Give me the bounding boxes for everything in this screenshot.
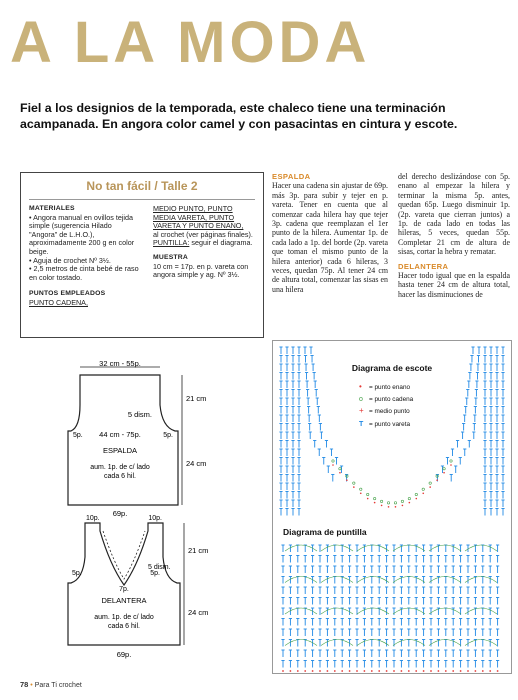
fan-arc bbox=[321, 577, 353, 583]
base-stitch bbox=[489, 670, 491, 672]
cadena-stitch bbox=[443, 468, 445, 470]
punto-item: MEDIO PUNTO, PUNTO MEDIA VARETA, PUNTO VARETA Y PUNTO ENANO, bbox=[153, 204, 244, 231]
enano-stitch bbox=[381, 505, 383, 507]
enano-stitch bbox=[339, 472, 341, 474]
fan-arc bbox=[321, 640, 353, 646]
cadena-stitch bbox=[429, 482, 431, 484]
page-subtitle: Fiel a los designios de la temporada, este chaleco tiene una terminación acampanada. En angora color camel y con pasacintas en cintura y escote. bbox=[20, 101, 458, 131]
base-stitch bbox=[371, 670, 373, 672]
front-decreases: 5 dism. bbox=[148, 564, 171, 571]
base-stitch bbox=[341, 670, 343, 672]
cadena-stitch bbox=[353, 482, 355, 484]
back-top-width: 32 cm - 55p. bbox=[99, 359, 141, 368]
fan-arc bbox=[321, 608, 353, 614]
fan-arc bbox=[357, 640, 389, 646]
espalda-column bbox=[272, 172, 388, 294]
material-item: • 2,5 metros de cinta bebé de raso en color tostado. bbox=[29, 264, 139, 282]
base-stitch bbox=[290, 670, 292, 672]
fan-arc bbox=[357, 608, 389, 614]
base-stitch bbox=[393, 670, 395, 672]
punto-item: PUNTO CADENA, bbox=[29, 297, 88, 307]
enano-stitch bbox=[443, 472, 445, 474]
base-stitch bbox=[386, 670, 388, 672]
puntilla-label: PUNTILLA: bbox=[153, 238, 190, 248]
escote-title: Diagrama de escote bbox=[351, 363, 433, 373]
back-body-height: 24 cm bbox=[186, 459, 207, 468]
base-stitch bbox=[334, 670, 336, 672]
enano-stitch bbox=[367, 498, 369, 500]
crochet-diagram-panel bbox=[272, 340, 512, 674]
base-stitch bbox=[297, 670, 299, 672]
front-10p-left: 10p. bbox=[86, 515, 100, 522]
cadena-stitch bbox=[408, 497, 410, 499]
base-stitch bbox=[319, 670, 321, 672]
muestra-text: 10 cm = 17p. en p. vareta con angora simple y ag. Nº 3½. bbox=[153, 261, 249, 280]
fan-arc bbox=[321, 545, 353, 551]
enano-stitch bbox=[360, 492, 362, 494]
base-stitch bbox=[356, 670, 358, 672]
espalda-continued-text: del derecho deslizándose con 5p. enano al empezar la hilera y terminar la misma 5p. antes, quedan 65p. Luego disminuir 1p. (2p. vareta que cierran juntos) a 1p. de cada lado en todas las hileras, 5 veces, quedan 55p. Completar 21 cm de altura de sisas, cortar la hebra y rematar. bbox=[398, 172, 510, 257]
enano-stitch bbox=[429, 486, 431, 488]
back-decreases: 5 dism. bbox=[127, 410, 152, 419]
legend-medio-symbol: + bbox=[359, 406, 364, 415]
base-stitch bbox=[364, 670, 366, 672]
base-stitch bbox=[423, 670, 425, 672]
page-footer bbox=[20, 680, 82, 689]
enano-stitch bbox=[388, 506, 390, 508]
back-increase-note: aum. 1p. de c/ lado bbox=[90, 464, 150, 471]
enano-stitch bbox=[374, 502, 376, 504]
legend bbox=[359, 382, 414, 428]
fan-arc bbox=[429, 640, 461, 646]
crochet-diagram-svg bbox=[273, 341, 511, 673]
fan-arc bbox=[429, 577, 461, 583]
page-title: A LA MODA bbox=[10, 10, 371, 75]
materials-column bbox=[29, 205, 141, 308]
cadena-stitch bbox=[332, 460, 334, 462]
back-outline bbox=[68, 375, 178, 505]
back-sisa-height: 21 cm bbox=[186, 394, 207, 403]
front-increase-note: aum. 1p. de c/ lado bbox=[94, 614, 154, 621]
cadena-stitch bbox=[387, 502, 389, 504]
page-number: 78 bbox=[20, 680, 29, 689]
cadena-stitch bbox=[339, 468, 341, 470]
base-stitch bbox=[327, 670, 329, 672]
back-5p-left: 5p. bbox=[73, 432, 83, 439]
front-7p: 7p. bbox=[119, 586, 129, 593]
fan-arc bbox=[465, 640, 497, 646]
legend-cadena-label: = punto cadena bbox=[369, 396, 414, 403]
base-stitch bbox=[401, 670, 403, 672]
legend-vareta-symbol: T bbox=[359, 421, 364, 428]
base-stitch bbox=[378, 670, 380, 672]
back-label: ESPALDA bbox=[102, 446, 138, 455]
materials-box bbox=[20, 172, 264, 338]
cadena-stitch bbox=[380, 500, 382, 502]
fan-arc bbox=[429, 608, 461, 614]
fan-arc bbox=[465, 545, 497, 551]
base-stitch bbox=[452, 670, 454, 672]
second-column bbox=[398, 172, 510, 299]
fan-arc bbox=[429, 545, 461, 551]
fan-arc bbox=[357, 577, 389, 583]
front-body-height: 24 cm bbox=[188, 608, 209, 617]
fan-arc bbox=[357, 545, 389, 551]
punto-note: al crochet (ver páginas finales). bbox=[153, 229, 253, 239]
base-stitch bbox=[312, 670, 314, 672]
cadena-stitch bbox=[450, 460, 452, 462]
enano-stitch bbox=[353, 486, 355, 488]
enano-stitch bbox=[422, 492, 424, 494]
enano-stitch bbox=[415, 498, 417, 500]
schematic-figure bbox=[20, 345, 265, 670]
front-increase-freq: cada 6 hil. bbox=[108, 623, 140, 630]
material-item: • Aguja de crochet Nº 3½. bbox=[29, 255, 111, 265]
legend-vareta-label: = punto vareta bbox=[369, 421, 411, 428]
muestra-title: MUESTRA bbox=[153, 253, 189, 261]
front-5p-left: 5p. bbox=[72, 570, 82, 577]
cadena-stitch bbox=[367, 493, 369, 495]
puntilla-stitch-grid bbox=[281, 545, 499, 672]
front-5p-right: 5p. bbox=[150, 570, 160, 577]
base-stitch bbox=[445, 670, 447, 672]
cadena-stitch bbox=[401, 500, 403, 502]
base-stitch bbox=[349, 670, 351, 672]
base-stitch bbox=[415, 670, 417, 672]
enano-stitch bbox=[436, 479, 438, 481]
enano-stitch bbox=[402, 505, 404, 507]
puntilla-text: seguir el diagrama. bbox=[191, 238, 253, 248]
legend-enano-label: = punto enano bbox=[369, 384, 411, 391]
espalda-text: Hacer una cadena sin ajustar de 69p. más 3p. para subir y tejer en p. vareta. Tener en cuenta que al comenzar cada hilera hay que tejer 3p. cadena que reemplazan el 1er punto de la hilera. Aumentar 1p. de cada lado a 1p. del borde (2p. vareta que toman el mismo punto de la hilera anterior) cada 6 hileras, 3 veces, quedan 75p. Al tener 24 cm de altura total, comenzar las sisas en una hilera bbox=[272, 181, 388, 294]
base-stitch bbox=[304, 670, 306, 672]
cadena-stitch bbox=[373, 497, 375, 499]
cadena-stitch bbox=[422, 488, 424, 490]
front-sisa-height: 21 cm bbox=[188, 546, 209, 555]
front-label: DELANTERA bbox=[101, 596, 147, 605]
enano-stitch bbox=[332, 464, 334, 466]
material-item: • Angora manual en ovillos tejida simple (sugerencia Hilado "Angora" de L.H.O.), aproximadamente 200 g en color beige. bbox=[29, 212, 135, 256]
cadena-stitch bbox=[394, 502, 396, 504]
base-stitch bbox=[438, 670, 440, 672]
difficulty-heading: No tan fácil / Talle 2 bbox=[86, 179, 198, 193]
puntilla-title: Diagrama de puntilla bbox=[283, 527, 367, 537]
back-bottom-stitches: 69p. bbox=[112, 509, 128, 518]
enano-stitch bbox=[409, 502, 411, 504]
fan-arc bbox=[465, 608, 497, 614]
cadena-stitch bbox=[360, 488, 362, 490]
puntos-title: PUNTOS EMPLEADOS bbox=[29, 290, 106, 298]
stitches-column bbox=[153, 205, 257, 280]
base-stitch bbox=[467, 670, 469, 672]
base-stitch bbox=[282, 670, 284, 672]
fan-arc bbox=[465, 577, 497, 583]
front-10p-right: 10p. bbox=[148, 515, 162, 522]
neck-edge bbox=[103, 531, 145, 579]
base-stitch bbox=[497, 670, 499, 672]
base-stitch bbox=[475, 670, 477, 672]
front-bottom-stitches: 69p. bbox=[116, 650, 132, 659]
box-divider bbox=[29, 199, 255, 200]
enano-stitch bbox=[395, 506, 397, 508]
delantera-text: Hacer todo igual que en la espalda hasta tener 24 cm de altura total, hacer las disminuciones de bbox=[398, 271, 510, 299]
magazine-name: Para Ti crochet bbox=[34, 682, 82, 689]
legend-enano-symbol: • bbox=[359, 382, 362, 391]
enano-stitch bbox=[450, 464, 452, 466]
enano-stitch bbox=[346, 479, 348, 481]
base-stitch bbox=[460, 670, 462, 672]
back-5p-right: 5p. bbox=[163, 432, 173, 439]
base-stitch bbox=[408, 670, 410, 672]
footer-separator: • bbox=[30, 682, 33, 689]
delantera-heading: DELANTERA bbox=[398, 261, 449, 271]
legend-medio-label: = medio punto bbox=[369, 408, 410, 415]
cadena-stitch bbox=[415, 493, 417, 495]
espalda-heading: ESPALDA bbox=[272, 172, 311, 181]
back-increase-freq: cada 6 hil. bbox=[104, 473, 136, 480]
base-stitch bbox=[482, 670, 484, 672]
back-width: 44 cm - 75p. bbox=[99, 430, 141, 439]
base-stitch bbox=[430, 670, 432, 672]
legend-cadena-symbol: o bbox=[359, 396, 363, 403]
materiales-title: MATERIALES bbox=[29, 205, 75, 212]
